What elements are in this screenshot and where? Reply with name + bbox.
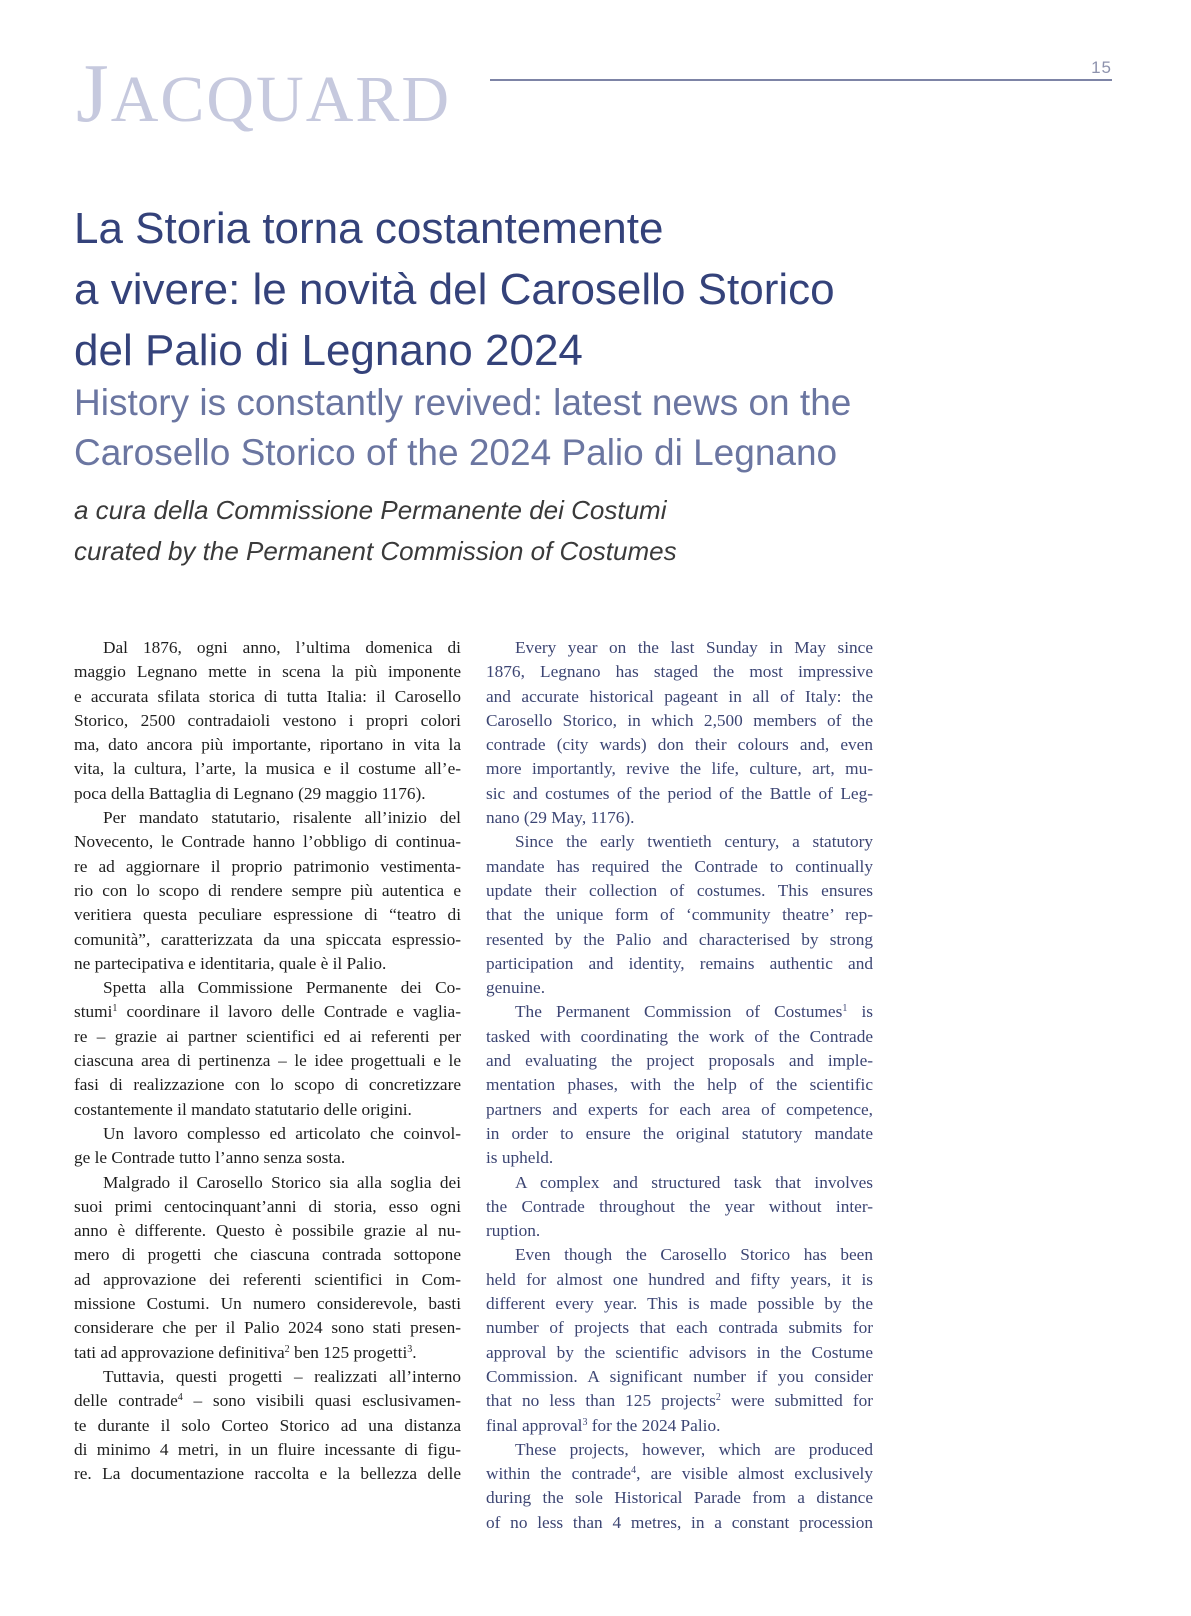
- text-fragment: Tuttavia, questi progetti – realizzati all’interno: [103, 1366, 461, 1386]
- text-line: [74, 1098, 461, 1122]
- text-line: [74, 1414, 461, 1438]
- text-fragment: – sono visibili quasi esclusivamen-: [182, 1391, 461, 1411]
- text-line: [486, 1292, 873, 1316]
- text-line: [74, 1292, 461, 1316]
- text-fragment: and accurate historical pageant in all of Italy: the: [486, 686, 873, 706]
- text-fragment: number of projects that each contrada submits for: [486, 1318, 873, 1338]
- text-fragment: Commission. A significant number if you consider: [486, 1366, 873, 1386]
- text-line: [486, 733, 873, 757]
- text-line: [74, 928, 461, 952]
- text-line: [486, 1146, 873, 1170]
- text-line: [74, 1243, 461, 1267]
- text-fragment: tasked with coordinating the work of the Contrade: [486, 1026, 873, 1046]
- text-fragment: ad approvazione dei referenti scientifici in Com-: [74, 1269, 461, 1289]
- text-fragment: These projects, however, which are produced: [515, 1439, 873, 1459]
- text-fragment: during the sole Historical Parade from a distance: [486, 1488, 873, 1508]
- text-fragment: nano (29 May, 1176).: [486, 808, 635, 828]
- text-fragment: anno è differente. Questo è possibile grazie al nu-: [74, 1221, 461, 1241]
- footnote-marker: 4: [177, 1392, 183, 1404]
- text-line: [74, 855, 461, 879]
- text-fragment: more importantly, revive the life, culture, art, mu-: [486, 759, 873, 779]
- masthead-logo: JACQUARD: [76, 47, 452, 140]
- text-fragment: veritiera questa peculiare espressione di “teatro di: [74, 905, 461, 925]
- text-line: [74, 636, 461, 660]
- text-line: [74, 806, 461, 830]
- text-line: [74, 733, 461, 757]
- text-fragment: were submitted for: [720, 1391, 873, 1411]
- text-fragment: tati ad approvazione definitiva: [74, 1342, 285, 1362]
- text-fragment: fasi di realizzazione con lo scopo di concretizzare: [74, 1075, 461, 1095]
- text-line: [74, 976, 461, 1000]
- text-line: [74, 1025, 461, 1049]
- text-line: [486, 1195, 873, 1219]
- footnote-marker: 4: [631, 1465, 637, 1477]
- text-fragment: rio con lo scopo di rendere sempre più autentica e: [74, 880, 461, 900]
- text-line: [486, 855, 873, 879]
- text-line: [486, 1341, 873, 1365]
- text-fragment: Per mandato statutario, risalente all’inizio del: [103, 808, 461, 828]
- article-subtitle: [74, 378, 974, 478]
- text-line: [74, 685, 461, 709]
- text-fragment: approval by the scientific advisors in the Costume: [486, 1342, 873, 1362]
- text-line: [74, 1341, 461, 1365]
- text-line: [486, 1365, 873, 1389]
- page-number: 15: [1091, 58, 1112, 77]
- text-line: [486, 1171, 873, 1195]
- text-fragment: suoi primi centocinquant’anni di storia, esso ogni: [74, 1196, 461, 1216]
- text-fragment: and evaluating the project proposals and imple-: [486, 1051, 873, 1071]
- curator-credit: [74, 490, 974, 572]
- text-fragment: Un lavoro complesso ed articolato che coinvol-: [103, 1123, 461, 1143]
- text-line: [486, 952, 873, 976]
- article-title: [74, 198, 974, 381]
- text-line: [486, 636, 873, 660]
- text-line: [486, 1511, 873, 1535]
- text-line: [486, 1000, 873, 1024]
- text-line: [486, 1462, 873, 1486]
- text-fragment: A complex and structured task that involves: [515, 1172, 873, 1192]
- text-fragment: is: [847, 1002, 873, 1022]
- title-line: del Palio di Legnano 2024: [74, 326, 583, 375]
- text-line: [74, 709, 461, 733]
- text-line: [486, 1414, 873, 1438]
- text-fragment: mandate has required the Contrade to continually: [486, 856, 873, 876]
- english-text-column: [486, 636, 873, 1535]
- text-line: [74, 1316, 461, 1340]
- text-line: [74, 879, 461, 903]
- text-line: [486, 1389, 873, 1413]
- text-line: [74, 1219, 461, 1243]
- text-fragment: e accurata sfilata storica di tutta Italia: il Carosello: [74, 686, 461, 706]
- text-fragment: different every year. This is made possible by the: [486, 1294, 873, 1314]
- footnote-marker: 3: [582, 1416, 588, 1428]
- text-fragment: stumi: [74, 1002, 113, 1022]
- text-line: [74, 830, 461, 854]
- text-line: [74, 1049, 461, 1073]
- text-fragment: Since the early twentieth century, a statutory: [515, 832, 873, 852]
- text-fragment: mero di progetti che ciascuna contrada sottopone: [74, 1245, 461, 1265]
- text-fragment: Every year on the last Sunday in May since: [515, 638, 873, 657]
- text-fragment: re. La documentazione raccolta e la bellezza delle: [74, 1464, 461, 1484]
- title-line: a vivere: le novità del Carosello Storico: [74, 265, 835, 314]
- text-fragment: ge le Contrade tutto l’anno senza sosta.: [74, 1148, 346, 1168]
- footnote-marker: 1: [112, 1003, 118, 1015]
- text-fragment: held for almost one hundred and fifty years, it is: [486, 1269, 873, 1289]
- text-line: [74, 1146, 461, 1170]
- text-fragment: genuine.: [486, 978, 546, 998]
- text-line: [74, 1195, 461, 1219]
- text-line: [74, 1268, 461, 1292]
- text-line: [486, 928, 873, 952]
- text-line: [486, 709, 873, 733]
- text-fragment: Malgrado il Carosello Storico sia alla soglia dei: [103, 1172, 461, 1192]
- text-fragment: in order to ensure the original statutory mandate: [486, 1123, 873, 1143]
- text-line: [74, 952, 461, 976]
- text-fragment: final approval: [486, 1415, 583, 1435]
- text-fragment: that no less than 125 projects: [486, 1391, 716, 1411]
- text-line: [74, 1389, 461, 1413]
- text-fragment: comunità”, caratterizzata da una spiccata espressio-: [74, 929, 461, 949]
- text-line: [486, 757, 873, 781]
- text-line: [486, 1316, 873, 1340]
- text-fragment: update their collection of costumes. This ensures: [486, 880, 873, 900]
- text-fragment: Storico, 2500 contradaioli vestono i propri colori: [74, 710, 461, 730]
- text-line: [486, 903, 873, 927]
- text-line: [486, 1486, 873, 1510]
- text-fragment: ciascuna area di pertinenza – le idee progettuali e le: [74, 1051, 461, 1071]
- text-line: [486, 1438, 873, 1462]
- text-line: [486, 1122, 873, 1146]
- text-line: [486, 660, 873, 684]
- footnote-marker: 3: [407, 1343, 413, 1355]
- text-fragment: Dal 1876, ogni anno, l’ultima domenica di: [103, 638, 461, 657]
- text-fragment: sic and costumes of the period of the Battle of Leg-: [486, 783, 873, 803]
- text-line: [486, 685, 873, 709]
- curator-italian: a cura della Commissione Permanente dei Costumi: [74, 495, 667, 525]
- text-line: [74, 757, 461, 781]
- text-fragment: considerare che per il Palio 2024 sono stati presen-: [74, 1318, 461, 1338]
- text-fragment: di minimo 4 metri, in un fluire incessante di figu-: [74, 1439, 461, 1459]
- text-fragment: the Contrade throughout the year without inter-: [486, 1196, 873, 1216]
- text-line: [74, 782, 461, 806]
- subtitle-line: History is constantly revived: latest news on the: [74, 382, 852, 423]
- text-line: [486, 830, 873, 854]
- text-fragment: Novecento, le Contrade hanno l’obbligo di continua-: [74, 832, 461, 852]
- text-fragment: that the unique form of ‘community theatre’ rep-: [486, 905, 873, 925]
- text-line: [486, 1073, 873, 1097]
- text-fragment: .: [412, 1342, 417, 1362]
- text-line: [486, 1268, 873, 1292]
- curator-english: curated by the Permanent Commission of Costumes: [74, 536, 677, 566]
- text-fragment: Even though the Carosello Storico has been: [515, 1245, 873, 1265]
- text-line: [486, 1219, 873, 1243]
- text-fragment: missione Costumi. Un numero considerevole, basti: [74, 1294, 461, 1314]
- text-line: [486, 1025, 873, 1049]
- text-fragment: for the 2024 Palio.: [587, 1415, 721, 1435]
- text-fragment: is upheld.: [486, 1148, 554, 1168]
- text-fragment: contrade (city wards) don their colours and, even: [486, 735, 873, 755]
- text-fragment: within the contrade: [486, 1464, 632, 1484]
- footnote-marker: 2: [715, 1392, 721, 1404]
- text-line: [486, 782, 873, 806]
- footnote-marker: 2: [284, 1343, 290, 1355]
- text-line: [74, 660, 461, 684]
- header-rule: [490, 79, 1112, 81]
- text-fragment: Spetta alla Commissione Permanente dei Co-: [103, 978, 461, 998]
- text-fragment: The Permanent Commission of Costumes: [515, 1002, 843, 1022]
- text-line: [74, 1462, 461, 1486]
- text-line: [486, 806, 873, 830]
- text-fragment: re – grazie ai partner scientifici ed ai referenti per: [74, 1026, 461, 1046]
- text-fragment: resented by the Palio and characterised by strong: [486, 929, 873, 949]
- title-line: La Storia torna costantemente: [74, 204, 664, 253]
- text-fragment: , are visible almost exclusively: [636, 1464, 873, 1484]
- text-fragment: poca della Battaglia di Legnano (29 maggio 1176).: [74, 783, 426, 803]
- text-fragment: maggio Legnano mette in scena la più imponente: [74, 662, 461, 682]
- text-fragment: ruption.: [486, 1221, 541, 1241]
- text-fragment: delle contrade: [74, 1391, 178, 1411]
- text-line: [74, 1171, 461, 1195]
- text-fragment: ne partecipativa e identitaria, quale è il Palio.: [74, 953, 387, 973]
- text-line: [74, 903, 461, 927]
- text-fragment: re ad aggiornare il proprio patrimonio vestimenta-: [74, 856, 461, 876]
- subtitle-line: Carosello Storico of the 2024 Palio di Legnano: [74, 432, 838, 473]
- footnote-marker: 1: [842, 1003, 848, 1015]
- text-fragment: participation and identity, remains authentic and: [486, 953, 873, 973]
- text-line: [74, 1000, 461, 1024]
- text-fragment: partners and experts for each area of competence,: [486, 1099, 873, 1119]
- text-fragment: vita, la cultura, l’arte, la musica e il costume all’e-: [74, 759, 461, 779]
- text-line: [74, 1438, 461, 1462]
- text-line: [486, 1243, 873, 1267]
- text-fragment: mentation phases, with the help of the scientific: [486, 1075, 873, 1095]
- text-fragment: costantemente il mandato statutario delle origini.: [74, 1099, 412, 1119]
- text-fragment: 1876, Legnano has staged the most impressive: [486, 662, 873, 682]
- text-fragment: ben 125 progetti: [289, 1342, 408, 1362]
- text-line: [486, 879, 873, 903]
- text-line: [486, 1098, 873, 1122]
- text-line: [74, 1073, 461, 1097]
- text-fragment: Carosello Storico, in which 2,500 members of the: [486, 710, 873, 730]
- text-line: [74, 1122, 461, 1146]
- text-fragment: of no less than 4 metres, in a constant procession: [486, 1512, 873, 1532]
- italian-text-column: [74, 636, 461, 1486]
- text-line: [486, 976, 873, 1000]
- text-fragment: ma, dato ancora più importante, riportano in vita la: [74, 735, 461, 755]
- text-fragment: te durante il solo Corteo Storico ad una distanza: [74, 1415, 461, 1435]
- text-line: [74, 1365, 461, 1389]
- text-line: [486, 1049, 873, 1073]
- text-fragment: coordinare il lavoro delle Contrade e vaglia-: [117, 1002, 461, 1022]
